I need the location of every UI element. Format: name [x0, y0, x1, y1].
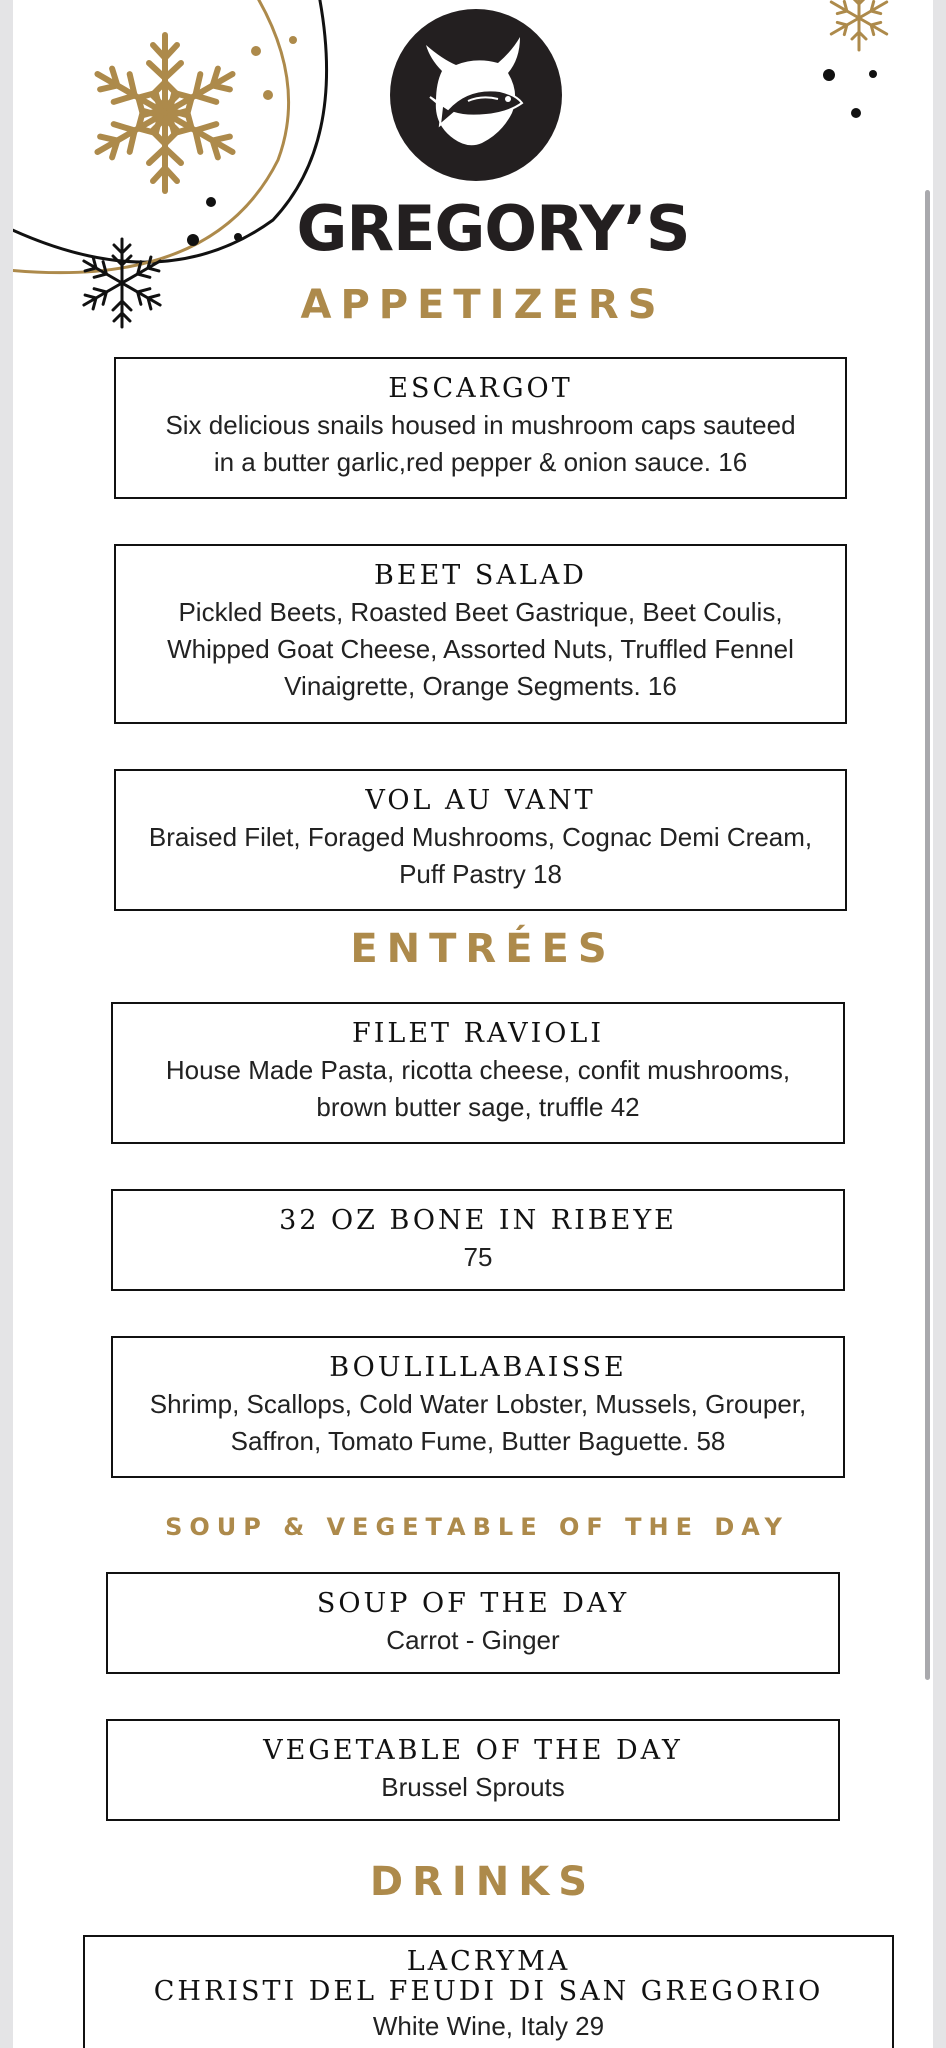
appetizers-heading: APPETIZERS	[300, 282, 666, 328]
scrollbar[interactable]	[925, 190, 930, 1680]
item-desc-line: Pickled Beets, Roasted Beet Gastrique, Beet Coulis,	[178, 597, 783, 627]
menu-item-escargot	[114, 357, 847, 499]
item-name: VOL AU VANT	[365, 785, 596, 816]
menu-item-lacryma-christi	[83, 1935, 894, 2048]
item-name-line: CHRISTI DEL FEUDI DI SAN GREGORIO	[153, 1976, 824, 2007]
item-name: 32 OZ BONE IN RIBEYE	[279, 1205, 677, 1236]
item-desc-line: Brussel Sprouts	[381, 1772, 565, 1802]
item-desc-line: Vinaigrette, Orange Segments. 16	[284, 671, 677, 701]
menu-item-ribeye	[111, 1189, 845, 1291]
item-name: BOULILLABAISSE	[329, 1352, 627, 1383]
small-snowflake-icon	[823, 0, 895, 54]
item-name: BEET SALAD	[374, 560, 587, 591]
item-name: VEGETABLE OF THE DAY	[263, 1735, 683, 1766]
item-name: FILET RAVIOLI	[351, 1018, 604, 1049]
item-desc-line: Puff Pastry 18	[399, 859, 562, 889]
item-desc-line: in a butter garlic,red pepper & onion sauce. 16	[213, 447, 748, 477]
drinks-heading: DRINKS	[369, 1859, 597, 1905]
item-desc-line: Whipped Goat Cheese, Assorted Nuts, Truffled Fennel	[167, 634, 794, 664]
menu-item-bouillabaisse	[111, 1336, 845, 1478]
item-desc-line: Shrimp, Scallops, Cold Water Lobster, Mussels, Grouper,	[149, 1389, 807, 1419]
bull-fish-logo-icon	[390, 9, 562, 181]
item-desc-line: Six delicious snails housed in mushroom caps sauteed	[165, 410, 796, 440]
entrees-heading: ENTRÉES	[350, 926, 616, 972]
menu-item-filet-ravioli	[111, 1002, 845, 1144]
restaurant-name: GREGORY’S	[296, 192, 690, 265]
menu-page[interactable]	[13, 0, 933, 2048]
item-name: SOUP OF THE DAY	[316, 1588, 630, 1619]
item-desc-line: Braised Filet, Foraged Mushrooms, Cognac Demi Cream,	[148, 822, 813, 852]
item-name-line: LACRYMA	[406, 1946, 571, 1977]
soup-veg-heading: SOUP & VEGETABLE OF THE DAY	[165, 1513, 789, 1541]
snowflake-gold-icon	[85, 28, 245, 198]
menu-item-vol-au-vant	[114, 769, 847, 911]
item-desc-line: brown butter sage, truffle 42	[316, 1092, 640, 1122]
menu-item-vegetable-of-the-day	[106, 1719, 840, 1821]
menu-item-soup-of-the-day	[106, 1572, 840, 1674]
item-desc-line: Carrot - Ginger	[386, 1625, 560, 1655]
menu-item-beet-salad	[114, 544, 847, 724]
item-desc-line: Saffron, Tomato Fume, Butter Baguette. 58	[230, 1426, 726, 1456]
item-desc-line: House Made Pasta, ricotta cheese, confit mushrooms,	[165, 1055, 791, 1085]
item-desc-line: White Wine, Italy 29	[372, 2011, 605, 2041]
item-desc-line: 75	[463, 1242, 493, 1272]
item-name: ESCARGOT	[388, 373, 573, 404]
